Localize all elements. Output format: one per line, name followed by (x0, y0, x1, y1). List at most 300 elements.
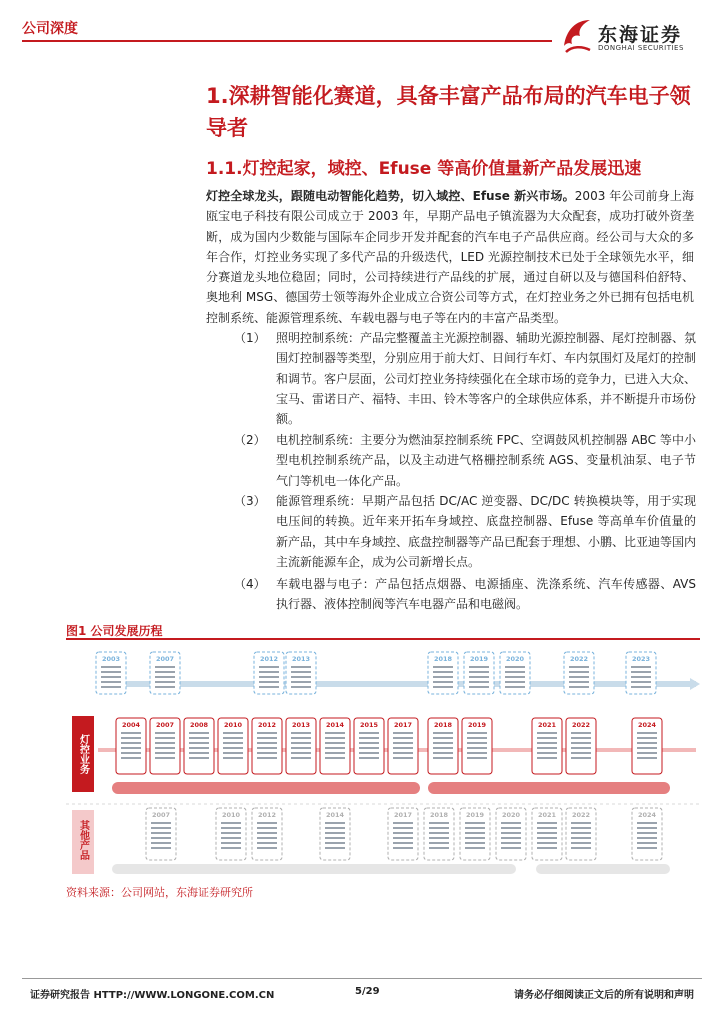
list-item-number: （4） (234, 577, 266, 591)
timeline-card-textline (221, 822, 241, 824)
timeline-card-textline (433, 676, 453, 678)
timeline-card (96, 652, 126, 694)
timeline-card-textline (429, 842, 449, 844)
timeline-card-textline (325, 752, 345, 754)
timeline-card-textline (505, 686, 525, 688)
footer-rule (22, 978, 702, 979)
timeline-card-textline (155, 671, 175, 673)
timeline-card-textline (259, 666, 279, 668)
timeline-card-textline (505, 671, 525, 673)
timeline-card-textline (121, 742, 141, 744)
timeline-card (632, 718, 662, 774)
timeline-card (424, 808, 454, 860)
timeline-card-textline (537, 757, 557, 759)
timeline-card-textline (393, 737, 413, 739)
timeline-card-textline (393, 837, 413, 839)
timeline-card-textline (291, 757, 311, 759)
timeline-year-label: 2022 (571, 811, 591, 819)
timeline-card-textline (291, 732, 311, 734)
timeline-card-textline (537, 752, 557, 754)
timeline-card-textline (637, 837, 657, 839)
timeline-card-textline (393, 832, 413, 834)
light-band-right (428, 782, 670, 794)
timeline-card-textline (505, 681, 525, 683)
timeline-card-textline (433, 737, 453, 739)
timeline-card-textline (637, 842, 657, 844)
timeline-year-label: 2022 (569, 655, 589, 663)
timeline-card (462, 718, 492, 774)
list-item (206, 430, 696, 491)
timeline-card (216, 808, 246, 860)
timeline-card (428, 652, 458, 694)
timeline-card (632, 808, 662, 860)
timeline-card (532, 808, 562, 860)
side-label-other: 其他产品 (77, 820, 89, 860)
timeline-card-textline (121, 757, 141, 759)
list-item-text: 照明控制系统：产品完整覆盖主光源控制器、辅助光源控制器、尾灯控制器、氛围灯控制器等类型，分别应用于前大灯、日间行车灯、车内氛围灯及尾灯的控制和调节。客户层面，公司灯控业务持续强化在全球市场的竞争力，已进入大众、宝马、雷诺日产、福特、丰田、铃木等客户的全球供应体系，并不断提升市场份额。 (276, 331, 697, 427)
timeline-card (320, 718, 350, 774)
logo-mark-icon (560, 16, 594, 56)
header-rule (22, 40, 552, 42)
timeline-card-textline (121, 732, 141, 734)
timeline-card-textline (257, 737, 277, 739)
other-band-left (112, 864, 516, 874)
timeline-card-textline (259, 671, 279, 673)
timeline-card (428, 718, 458, 774)
timeline-card-textline (569, 666, 589, 668)
list-item-text: 能源管理系统：早期产品包括 DC/AC 逆变器、DC/DC 转换模块等，用于实现电压间的转换。近年来开拓车身域控、底盘控制器、Efuse 等高单车价值量的新产品，其中车身域控、底盘控制器等产品已配套于理想、小鹏、比亚迪等国内主流新能源车企，成为公司新增长点。 (276, 494, 697, 569)
timeline-card-textline (631, 676, 651, 678)
timeline-card-textline (631, 671, 651, 673)
timeline-card (496, 808, 526, 860)
timeline-card-textline (433, 686, 453, 688)
timeline-card-textline (121, 747, 141, 749)
timeline-card-textline (569, 676, 589, 678)
timeline-year-label: 2007 (155, 721, 175, 729)
logo-text-en: DONGHAI SECURITIES (598, 44, 684, 52)
timeline-card-textline (429, 837, 449, 839)
footer-disclaimer: 请务必仔细阅读正文后的所有说明和声明 (514, 990, 694, 1001)
timeline-card (460, 808, 490, 860)
timeline-year-label: 2004 (121, 721, 141, 729)
report-type-tag: 公司深度 (22, 21, 78, 37)
timeline-card-textline (151, 832, 171, 834)
timeline-card-textline (101, 676, 121, 678)
timeline-card-textline (325, 822, 345, 824)
timeline-card-textline (537, 837, 557, 839)
timeline-card-textline (465, 827, 485, 829)
timeline-card-textline (189, 742, 209, 744)
timeline-year-label: 2018 (429, 811, 449, 819)
timeline-card-textline (257, 742, 277, 744)
timeline-card-textline (393, 822, 413, 824)
timeline-year-label: 2023 (631, 655, 651, 663)
timeline-year-label: 2019 (469, 655, 489, 663)
timeline-card-textline (433, 666, 453, 668)
subsection-title: 1.1.灯控起家，域控、Efuse 等高价值量新产品发展迅速 (206, 159, 642, 179)
timeline-card-textline (433, 742, 453, 744)
timeline-year-label: 2015 (359, 721, 379, 729)
footer-left: 证券研究报告 HTTP://WWW.LONGONE.COM.CN (30, 990, 275, 1001)
timeline-card (500, 652, 530, 694)
timeline-card-textline (325, 747, 345, 749)
timeline-card (218, 718, 248, 774)
timeline-card-textline (537, 842, 557, 844)
timeline-card-textline (537, 737, 557, 739)
other-band-right (536, 864, 670, 874)
donghai-logo (560, 16, 710, 60)
timeline-card-textline (223, 757, 243, 759)
timeline-card-textline (469, 666, 489, 668)
timeline-card-textline (537, 847, 557, 849)
timeline-card-textline (393, 732, 413, 734)
timeline-card-textline (291, 681, 311, 683)
timeline-card-textline (155, 686, 175, 688)
timeline-card-textline (223, 742, 243, 744)
timeline-card (286, 652, 316, 694)
timeline-card-textline (155, 752, 175, 754)
timeline-card-textline (571, 842, 591, 844)
timeline-card-textline (637, 827, 657, 829)
timeline-card-textline (393, 757, 413, 759)
timeline-card-textline (259, 686, 279, 688)
figure-source: 资料来源：公司网站，东海证券研究所 (66, 886, 253, 899)
timeline-card-textline (155, 742, 175, 744)
side-label-light: 灯控业务 (77, 734, 89, 774)
timeline-card-textline (291, 676, 311, 678)
timeline-card (150, 718, 180, 774)
timeline-year-label: 2012 (257, 721, 277, 729)
timeline-card-textline (537, 832, 557, 834)
list-item (206, 574, 696, 615)
timeline-card-textline (433, 671, 453, 673)
timeline-card-textline (155, 757, 175, 759)
intro-lead: 灯控全球龙头，跟随电动智能化趋势，切入域控、Efuse 新兴市场。 (206, 189, 575, 203)
timeline-card-textline (325, 832, 345, 834)
timeline-card-textline (433, 752, 453, 754)
list-item-text: 电机控制系统：主要分为燃油泵控制系统 FPC、空调鼓风机控制器 ABC 等中小型电机控制系统产品，以及主动进气格栅控制系统 AGS、变量机油泵、电子节气门等机电一体化产品。 (276, 433, 696, 488)
timeline-card-textline (537, 822, 557, 824)
timeline-card-textline (429, 832, 449, 834)
timeline-card-textline (257, 837, 277, 839)
timeline-card-textline (257, 832, 277, 834)
timeline-card-textline (291, 742, 311, 744)
light-band-left (112, 782, 420, 794)
timeline-card (286, 718, 316, 774)
timeline-card-textline (637, 822, 657, 824)
timeline-card-textline (571, 837, 591, 839)
timeline-card-textline (155, 732, 175, 734)
timeline-card-textline (637, 832, 657, 834)
timeline-card-textline (325, 837, 345, 839)
timeline-card-textline (221, 827, 241, 829)
timeline-card-textline (221, 847, 241, 849)
timeline-card (626, 652, 656, 694)
timeline-card-textline (569, 686, 589, 688)
timeline-card-textline (257, 752, 277, 754)
logo-text-cn: 东海证券 (598, 24, 683, 46)
timeline-card-textline (325, 827, 345, 829)
timeline-card-textline (467, 732, 487, 734)
timeline-card (254, 652, 284, 694)
timeline-card-textline (433, 732, 453, 734)
timeline-card-textline (101, 671, 121, 673)
timeline-card-textline (189, 737, 209, 739)
timeline-card-textline (501, 822, 521, 824)
timeline-card-textline (465, 832, 485, 834)
timeline-year-label: 2021 (537, 811, 557, 819)
timeline-card-textline (571, 827, 591, 829)
timeline-card-textline (257, 847, 277, 849)
list-item-number: （1） (234, 331, 266, 345)
timeline-year-label: 2020 (501, 811, 521, 819)
intro-paragraph (206, 186, 694, 328)
timeline-card-textline (151, 847, 171, 849)
timeline-card-textline (637, 732, 657, 734)
timeline-card-textline (393, 747, 413, 749)
timeline-card-textline (501, 847, 521, 849)
timeline-year-label: 2022 (571, 721, 591, 729)
timeline-year-label: 2014 (325, 811, 345, 819)
timeline-card-textline (359, 747, 379, 749)
timeline-year-label: 2007 (155, 655, 175, 663)
timeline-year-label: 2012 (257, 811, 277, 819)
timeline-card-textline (121, 752, 141, 754)
timeline-card-textline (501, 842, 521, 844)
timeline-card-textline (429, 827, 449, 829)
timeline-card-textline (393, 842, 413, 844)
timeline-card-textline (469, 686, 489, 688)
timeline-card-textline (571, 757, 591, 759)
timeline-card-textline (259, 681, 279, 683)
timeline-card (354, 718, 384, 774)
timeline-card-textline (257, 732, 277, 734)
timeline-card-textline (571, 832, 591, 834)
timeline-card-textline (631, 686, 651, 688)
timeline-card-textline (359, 752, 379, 754)
timeline-year-label: 2017 (393, 811, 413, 819)
timeline-card-textline (291, 747, 311, 749)
list-item (206, 491, 696, 572)
timeline-card (252, 718, 282, 774)
timeline-card-textline (257, 747, 277, 749)
timeline-card-textline (325, 757, 345, 759)
timeline-card-textline (465, 837, 485, 839)
timeline-card-textline (571, 847, 591, 849)
list-item-number: （3） (234, 494, 266, 508)
timeline-card-textline (189, 732, 209, 734)
timeline-card-textline (325, 737, 345, 739)
timeline-card-textline (359, 732, 379, 734)
timeline-card (388, 808, 418, 860)
timeline-card-textline (571, 822, 591, 824)
timeline-card-textline (189, 757, 209, 759)
timeline-card-textline (257, 842, 277, 844)
timeline-card-textline (155, 737, 175, 739)
timeline-year-label: 2018 (433, 721, 453, 729)
timeline-card-textline (637, 757, 657, 759)
timeline-card (564, 652, 594, 694)
timeline-card-textline (359, 757, 379, 759)
timeline-card-textline (101, 666, 121, 668)
timeline-card (566, 808, 596, 860)
timeline-card-textline (101, 681, 121, 683)
timeline-card-textline (505, 676, 525, 678)
timeline-card-textline (223, 747, 243, 749)
timeline-card-textline (155, 681, 175, 683)
timeline-card-textline (151, 842, 171, 844)
timeline-card-textline (433, 681, 453, 683)
company-timeline-figure (66, 640, 700, 880)
timeline-card-textline (637, 737, 657, 739)
timeline-card-textline (429, 847, 449, 849)
timeline-card-textline (637, 742, 657, 744)
timeline-card-textline (221, 832, 241, 834)
timeline-card-textline (291, 737, 311, 739)
timeline-year-label: 2014 (325, 721, 345, 729)
timeline-card-textline (467, 737, 487, 739)
timeline-card-textline (467, 742, 487, 744)
timeline-card (532, 718, 562, 774)
timeline-card-textline (151, 822, 171, 824)
timeline-card-textline (189, 752, 209, 754)
timeline-year-label: 2019 (465, 811, 485, 819)
timeline-card-textline (223, 737, 243, 739)
timeline-card-textline (393, 742, 413, 744)
timeline-card-textline (505, 666, 525, 668)
list-item-text: 车载电器与电子：产品包括点烟器、电源插座、洗涤系统、汽车传感器、AVS 执行器、液体控制阀等汽车电器产品和电磁阀。 (276, 577, 696, 612)
timeline-card (150, 652, 180, 694)
timeline-card-textline (325, 742, 345, 744)
timeline-card-textline (571, 752, 591, 754)
timeline-card-textline (223, 752, 243, 754)
timeline-card-textline (571, 732, 591, 734)
timeline-card-textline (537, 732, 557, 734)
timeline-card-textline (501, 837, 521, 839)
timeline-year-label: 2021 (537, 721, 557, 729)
timeline-light-row (72, 716, 696, 794)
timeline-card-textline (637, 752, 657, 754)
timeline-card-textline (571, 742, 591, 744)
timeline-year-label: 2013 (291, 721, 311, 729)
timeline-card-textline (393, 752, 413, 754)
timeline-card (252, 808, 282, 860)
timeline-card-textline (637, 747, 657, 749)
timeline-arrow-icon (690, 678, 700, 690)
timeline-card-textline (501, 832, 521, 834)
timeline-card (184, 718, 214, 774)
timeline-year-label: 2024 (637, 811, 657, 819)
timeline-card (146, 808, 176, 860)
timeline-card-textline (151, 837, 171, 839)
timeline-card-textline (571, 737, 591, 739)
timeline-top-row (96, 652, 700, 694)
timeline-card-textline (465, 822, 485, 824)
timeline-card-textline (155, 676, 175, 678)
timeline-card-textline (469, 681, 489, 683)
section-title: 1.深耕智能化赛道，具备丰富产品布局的汽车电子领导者 (206, 84, 691, 140)
timeline-year-label: 2010 (223, 721, 243, 729)
timeline-card-textline (257, 822, 277, 824)
timeline-card-textline (121, 737, 141, 739)
timeline-card-textline (291, 671, 311, 673)
timeline-card-textline (257, 757, 277, 759)
timeline-card-textline (221, 842, 241, 844)
timeline-year-label: 2012 (259, 655, 279, 663)
timeline-card-textline (291, 752, 311, 754)
timeline-card-textline (465, 847, 485, 849)
timeline-card-textline (325, 842, 345, 844)
timeline-card-textline (637, 847, 657, 849)
timeline-card-textline (469, 676, 489, 678)
timeline-card-textline (631, 681, 651, 683)
timeline-card-textline (155, 666, 175, 668)
timeline-year-label: 2017 (393, 721, 413, 729)
timeline-card-textline (325, 847, 345, 849)
timeline-card-textline (393, 827, 413, 829)
timeline-card (116, 718, 146, 774)
timeline-year-label: 2018 (433, 655, 453, 663)
timeline-card-textline (569, 681, 589, 683)
timeline-year-label: 2013 (291, 655, 311, 663)
timeline-card (388, 718, 418, 774)
timeline-year-label: 2007 (151, 811, 171, 819)
timeline-card-textline (101, 686, 121, 688)
timeline-year-label: 2003 (101, 655, 121, 663)
timeline-card-textline (631, 666, 651, 668)
timeline-card-textline (569, 671, 589, 673)
timeline-card-textline (467, 757, 487, 759)
timeline-card-textline (537, 827, 557, 829)
timeline-card-textline (501, 827, 521, 829)
timeline-card-textline (359, 742, 379, 744)
list-item (206, 328, 696, 429)
timeline-card-textline (433, 747, 453, 749)
timeline-card-textline (257, 827, 277, 829)
timeline-card (464, 652, 494, 694)
timeline-card-textline (291, 686, 311, 688)
timeline-card-textline (537, 747, 557, 749)
timeline-card-textline (151, 827, 171, 829)
timeline-card-textline (359, 737, 379, 739)
list-item-number: （2） (234, 433, 266, 447)
timeline-card-textline (155, 747, 175, 749)
timeline-card-textline (469, 671, 489, 673)
timeline-year-label: 2010 (221, 811, 241, 819)
timeline-card-textline (291, 666, 311, 668)
timeline-card-textline (393, 847, 413, 849)
timeline-card-textline (221, 837, 241, 839)
page-number: 5/29 (355, 986, 380, 997)
timeline-card-textline (429, 822, 449, 824)
figure-caption: 图1 公司发展历程 (66, 624, 163, 638)
intro-body: 2003 年公司前身上海瓯宝电子科技有限公司成立于 2003 年，早期产品电子镇流器为大众配套，成功打破外资垄断，成为国内少数能与国际车企同步开发并配套的汽车电子产品供应商。经公司与大众的多年合作，灯控业务实现了多代产品的升级迭代，LED 光源控制技术已处于全球领先水平，细分赛道龙头地位稳固；同时，公司持续进行产品线的扩展，通过自研以及与德国科伯舒特、奥地利 MSG、德国劳士领等海外企业成立合资公司等方式，在灯控业务之外已拥有包括电机控制系统、能源管理系统、车载电器与电子等在内的丰富产品类型。 (206, 189, 694, 325)
timeline-other-row (72, 808, 670, 874)
timeline-card-textline (465, 842, 485, 844)
timeline-card-textline (467, 752, 487, 754)
timeline-card (566, 718, 596, 774)
timeline-year-label: 2019 (467, 721, 487, 729)
timeline-year-label: 2020 (505, 655, 525, 663)
timeline-card-textline (467, 747, 487, 749)
timeline-card-textline (325, 732, 345, 734)
timeline-card-textline (571, 747, 591, 749)
timeline-year-label: 2024 (637, 721, 657, 729)
timeline-card (320, 808, 350, 860)
timeline-card-textline (537, 742, 557, 744)
timeline-card-textline (223, 732, 243, 734)
timeline-year-label: 2008 (189, 721, 209, 729)
